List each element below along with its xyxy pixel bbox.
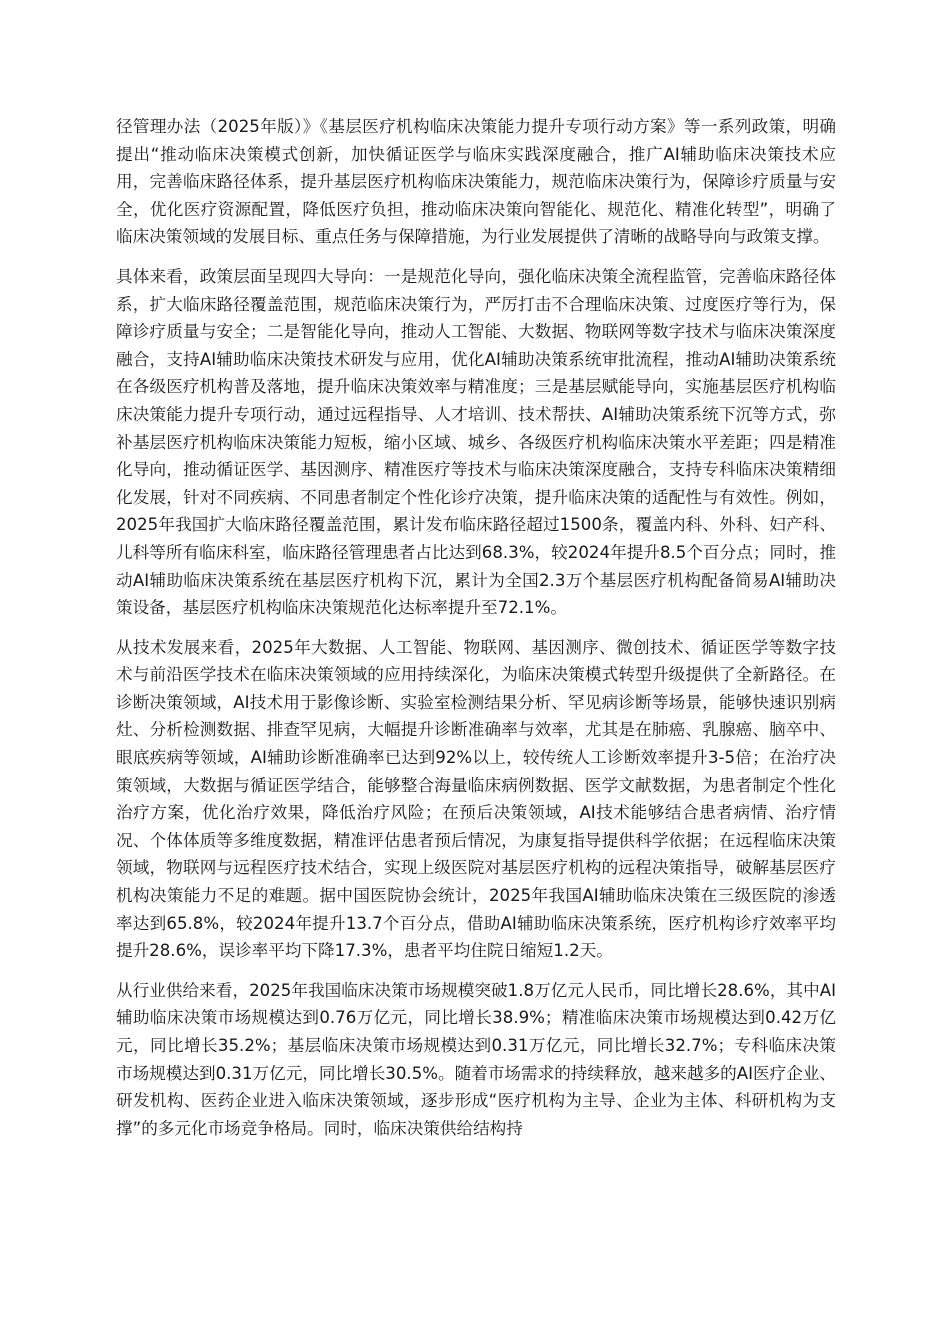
paragraph-industry-supply: 从行业供给来看，2025年我国临床决策市场规模突破1.8万亿元人民币，同比增长28.6%，其中AI辅助临床决策市场规模达到0.76万亿元，同比增长38.9%；精准临床决策市场规模达到0.42万亿元，同比增长35.2%；基层临床决策市场规模达到0.31万亿元，同比增长32.7%；专科临床决策市场规模达到0.31万亿元，同比增长30.5%。随着市场需求的持续释放，越来越多的AI医疗企业、研发机构、医药企业进入临床决策领域，逐步形成“医疗机构为主导、企业为主体、科研机构为支撑”的多元化市场竞争格局。同时，临床决策供给结构持 xyxy=(116,980,836,1138)
paragraph-policy-intro: 径管理办法（2025年版）》《基层医疗机构临床决策能力提升专项行动方案》等一系列政策，明确提出“推动临床决策模式创新，加快循证医学与临床实践深度融合，推广AI辅助临床决策技术应用，完善临床路径体系，提升基层医疗机构临床决策能力，规范临床决策行为，保障诊疗质量与安全，优化医疗资源配置，降低医疗负担，推动临床决策向智能化、规范化、精准化转型”，明确了临床决策领域的发展目标、重点任务与保障措施，为行业发展提供了清晰的战略导向与政策支撑。 xyxy=(116,117,836,247)
paragraph-technology-development: 从技术发展来看，2025年大数据、人工智能、物联网、基因测序、微创技术、循证医学等数字技术与前沿医学技术在临床决策领域的应用持续深化，为临床决策模式转型升级提供了全新路径。在诊断决策领域，AI技术用于影像诊断、实验室检测结果分析、罕见病诊断等场景，能够快速识别病灶、分析检测数据、排查罕见病，大幅提升诊断准确率与效率，尤其是在肺癌、乳腺癌、脑卒中、眼底疾病等领域，AI辅助诊断准确率已达到92%以上，较传统人工诊断效率提升3-5倍；在治疗决策领域，大数据与循证医学结合，能够整合海量临床病例数据、医学文献数据，为患者制定个性化治疗方案，优化治疗效果，降低治疗风险；在预后决策领域，AI技术能够结合患者病情、治疗情况、个体体质等多维度数据，精准评估患者预后情况，为康复指导提供科学依据；在远程临床决策领域，物联网与远程医疗技术结合，实现上级医院对基层医疗机构的远程决策指导，破解基层医疗机构决策能力不足的难题。据中国医院协会统计，2025年我国AI辅助临床决策在三级医院的渗透率达到65.8%，较2024年提升13.7个百分点，借助AI辅助临床决策系统，医疗机构诊疗效率平均提升28.6%，误诊率平均下降17.3%，患者平均住院日缩短1.2天。 xyxy=(116,637,836,961)
paragraph-policy-directions: 具体来看，政策层面呈现四大导向：一是规范化导向，强化临床决策全流程监管，完善临床路径体系，扩大临床路径覆盖范围，规范临床决策行为，严厉打击不合理临床决策、过度医疗等行为，保障诊疗质量与安全；二是智能化导向，推动人工智能、大数据、物联网等数字技术与临床决策深度融合，支持AI辅助临床决策技术研发与应用，优化AI辅助决策系统审批流程，推动AI辅助决策系统在各级医疗机构普及落地，提升临床决策效率与精准度；三是基层赋能导向，实施基层医疗机构临床决策能力提升专项行动，通过远程指导、人才培训、技术帮扶、AI辅助决策系统下沉等方式，弥补基层医疗机构临床决策能力短板，缩小区域、城乡、各级医疗机构临床决策水平差距；四是精准化导向，推动循证医学、基因测序、精准医疗等技术与临床决策深度融合，支持专科临床决策精细化发展，针对不同疾病、不同患者制定个性化诊疗决策，提升临床决策的适配性与有效性。例如，2025年我国扩大临床路径覆盖范围，累计发布临床路径超过1500条，覆盖内科、外科、妇产科、儿科等所有临床科室，临床路径管理患者占比达到68.3%，较2024年提升8.5个百分点；同时，推动AI辅助临床决策系统在基层医疗机构下沉，累计为全国2.3万个基层医疗机构配备简易AI辅助决策设备，基层医疗机构临床决策规范化达标率提升至72.1%。 xyxy=(116,266,836,618)
document-body xyxy=(116,113,836,1154)
